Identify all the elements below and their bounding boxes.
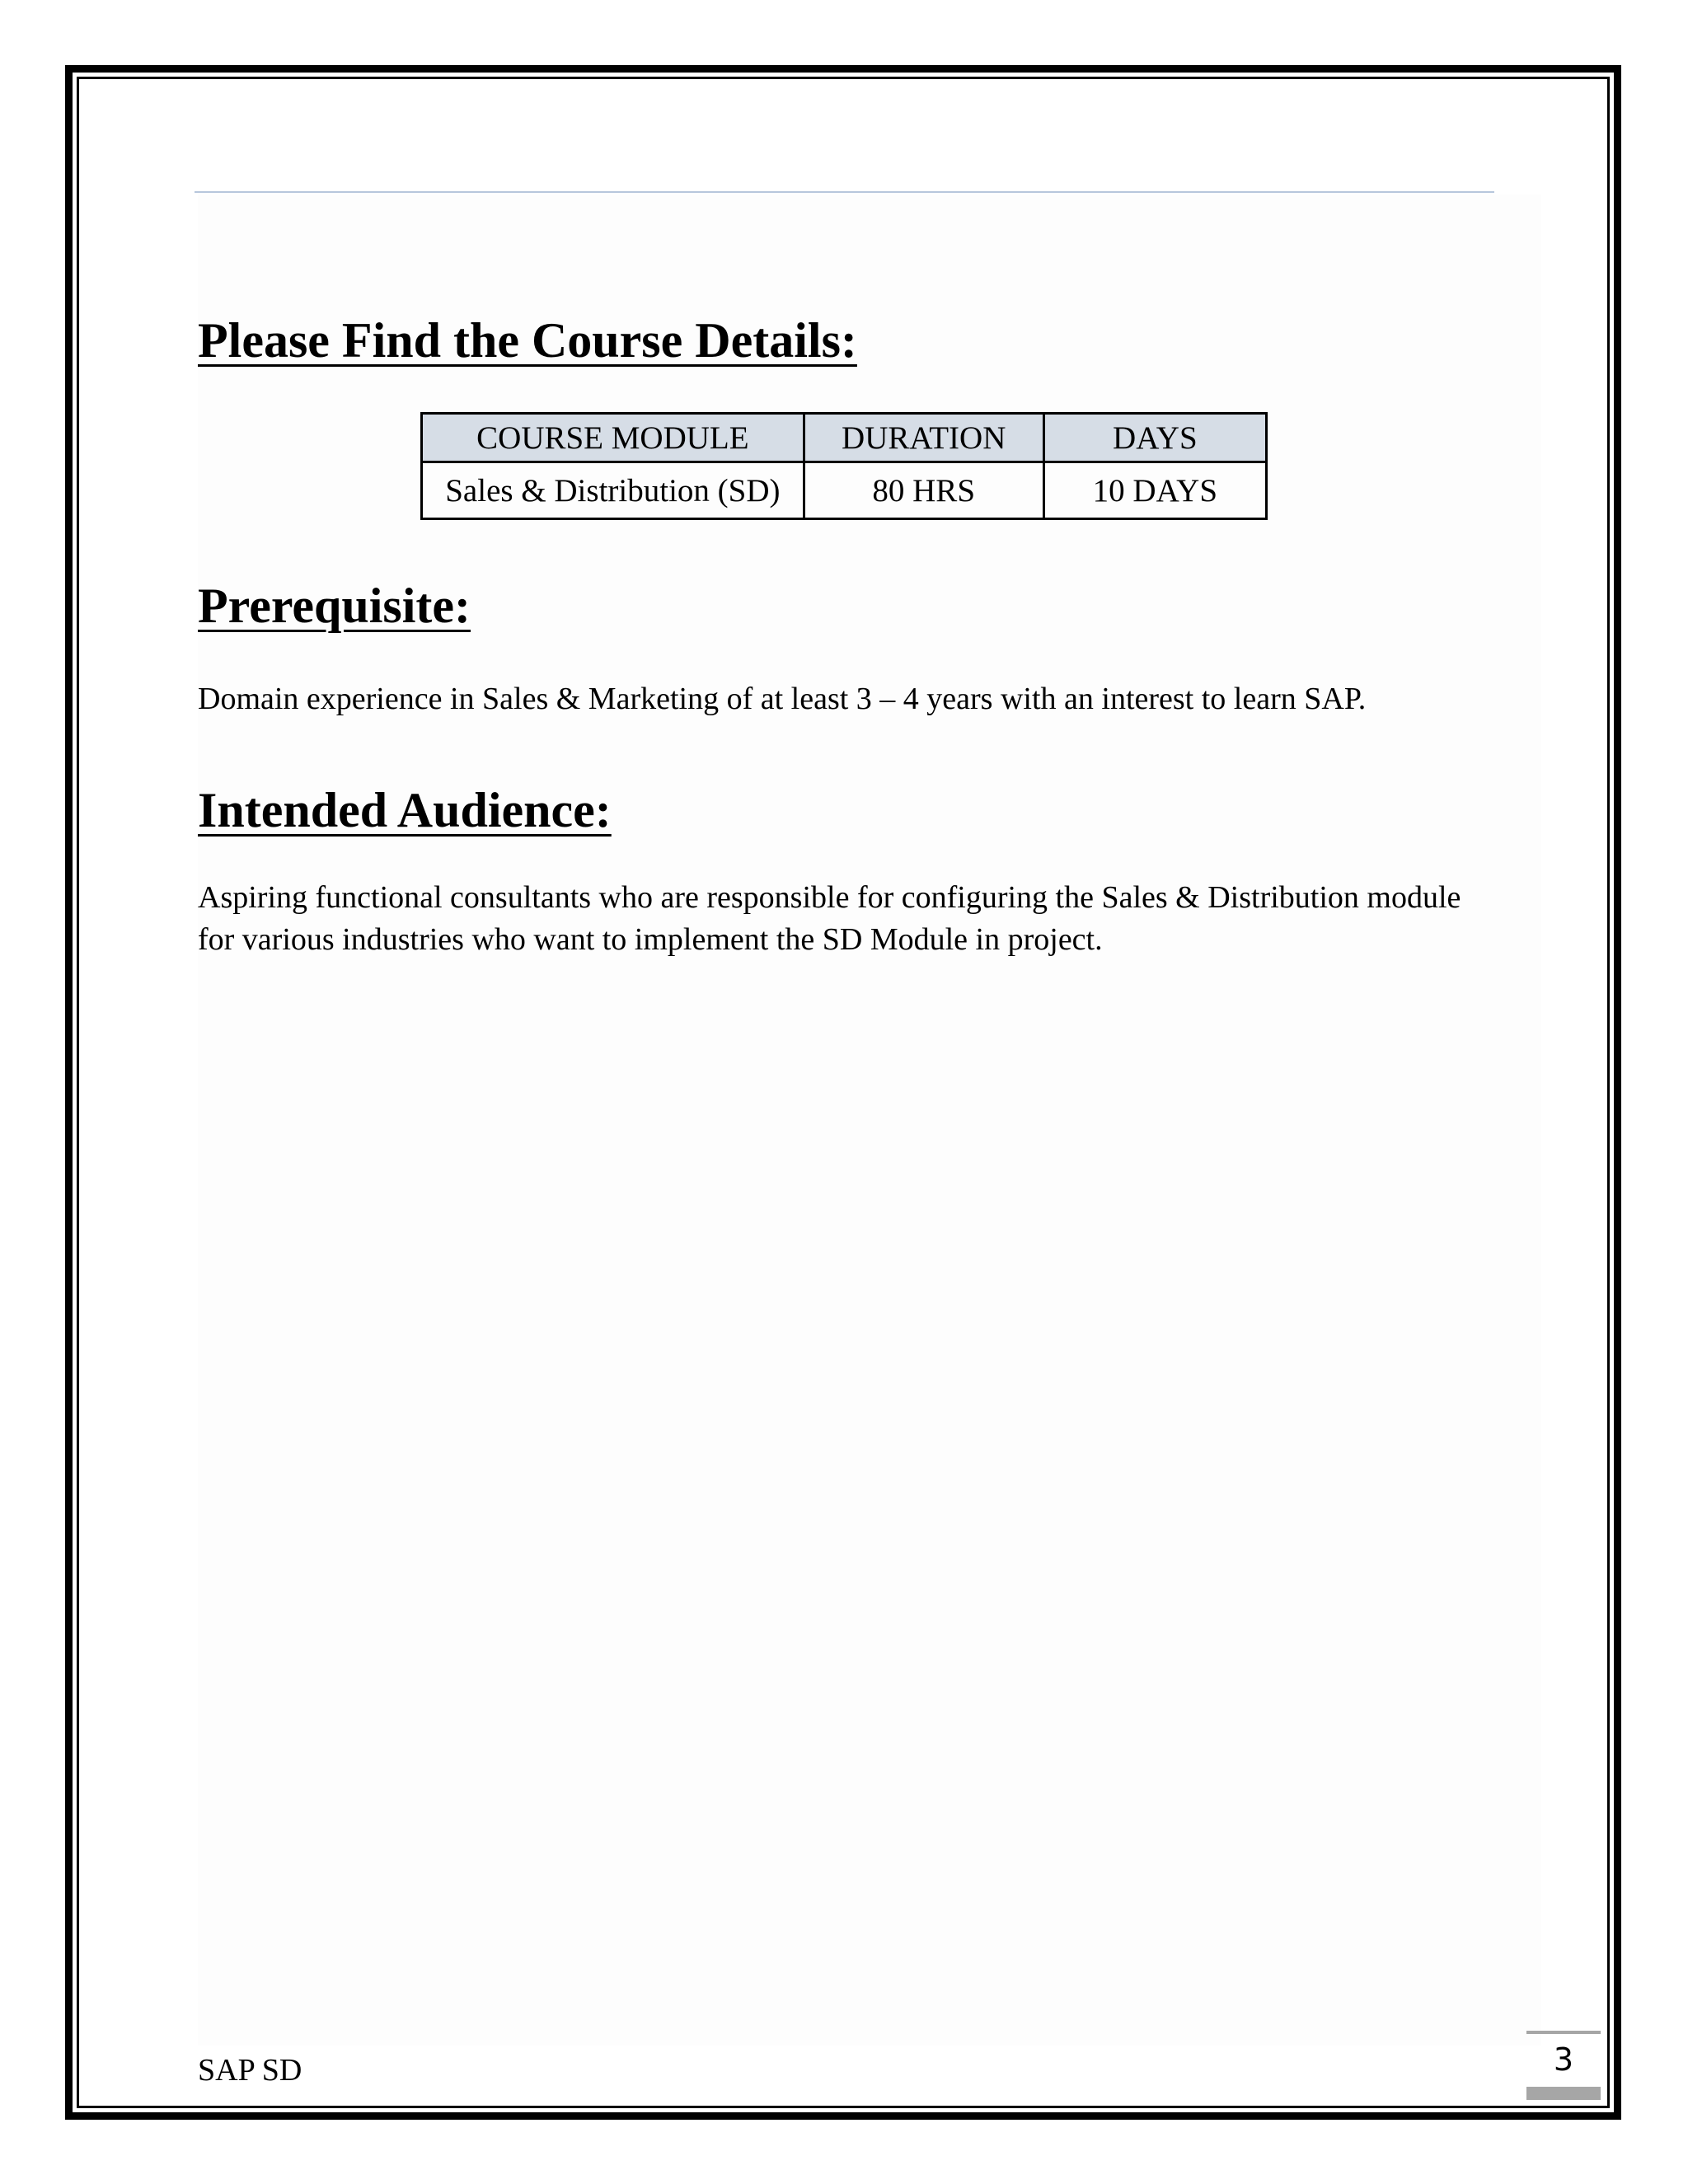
page-number-bottom-bar xyxy=(1526,2087,1601,2100)
course-details-table xyxy=(420,412,1268,520)
table-header-duration: DURATION xyxy=(804,414,1043,462)
course-details-heading: Please Find the Course Details: xyxy=(198,313,857,368)
page-number: 3 xyxy=(1553,2041,1574,2078)
intended-audience-text: Aspiring functional consultants who are responsible for configuring the Sales & Distribution module for various industries who want to implement the SD Module in project. xyxy=(198,880,1461,957)
prerequisite-text: Domain experience in Sales & Marketing of at least 3 – 4 years with an interest to learn SAP. xyxy=(198,682,1367,716)
page-number-box xyxy=(1526,2031,1601,2100)
footer-title: SAP SD xyxy=(198,2053,302,2088)
intended-audience-heading: Intended Audience: xyxy=(198,783,612,837)
table-cell-module: Sales & Distribution (SD) xyxy=(422,462,804,519)
table-cell-days: 10 DAYS xyxy=(1043,462,1266,519)
table-header-row xyxy=(422,414,1267,462)
page-number-top-rule xyxy=(1526,2031,1601,2034)
header-rule xyxy=(195,191,1494,193)
table-header-days: DAYS xyxy=(1043,414,1266,462)
table-cell-duration: 80 HRS xyxy=(804,462,1043,519)
table-header-course-module: COURSE MODULE xyxy=(422,414,804,462)
table-row xyxy=(422,462,1267,519)
prerequisite-heading: Prerequisite: xyxy=(198,579,471,633)
